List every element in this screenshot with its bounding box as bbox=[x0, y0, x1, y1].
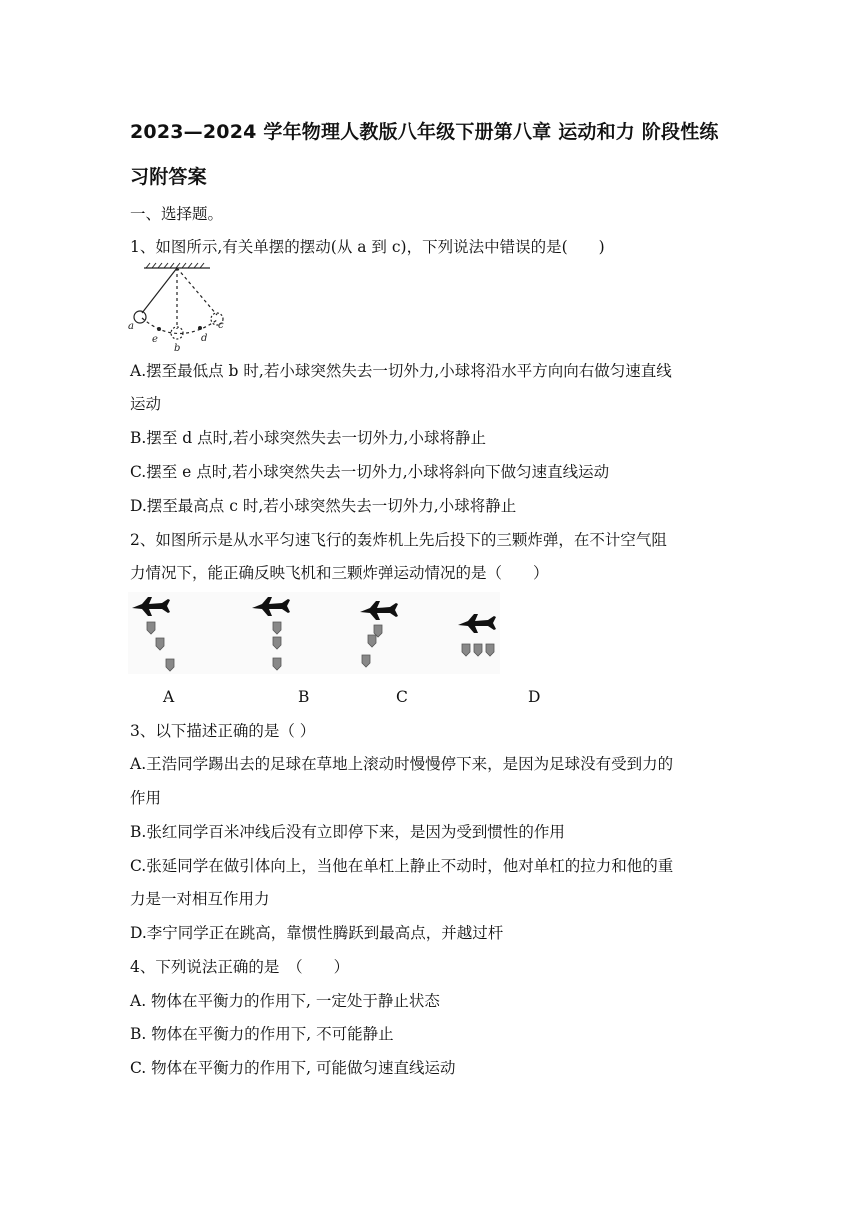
q2-choice-d-label: D bbox=[528, 688, 541, 706]
q4-stem: 4、下列说法正确的是 （ ） bbox=[130, 958, 350, 976]
q3-option-c-line2: 力是一对相互作用力 bbox=[130, 890, 270, 908]
q2-choice-a-label: A bbox=[163, 688, 175, 706]
q2-stem-line1: 2、如图所示是从水平匀速飞行的轰炸机上先后投下的三颗炸弹，在不计空气阻 bbox=[130, 531, 667, 549]
swing-arc bbox=[142, 318, 217, 334]
q3-option-c-line1: C.张延同学在做引体向上，当他在单杠上静止不动时，他对单杠的拉力和他的重 bbox=[130, 857, 674, 875]
pendulum-string-a bbox=[142, 268, 177, 313]
document-title-line2: 习附答案 bbox=[130, 166, 207, 188]
label-a: a bbox=[128, 321, 134, 332]
section-heading: 一、选择题。 bbox=[130, 205, 224, 223]
pendulum-string-c bbox=[177, 268, 217, 315]
label-d: d bbox=[201, 333, 208, 344]
label-b: b bbox=[174, 343, 181, 354]
ball-a bbox=[134, 311, 146, 323]
q3-option-b: B.张红同学百米冲线后没有立即停下来，是因为受到惯性的作用 bbox=[130, 823, 565, 841]
q1-option-c: C.摆至 e 点时,若小球突然失去一切外力,小球将斜向下做匀速直线运动 bbox=[130, 463, 610, 481]
q1-option-a-line2: 运动 bbox=[130, 395, 162, 413]
q3-stem: 3、以下描述正确的是（ ） bbox=[130, 722, 316, 740]
bomber-figure bbox=[128, 592, 500, 674]
figure-background bbox=[128, 592, 500, 674]
q1-option-b: B.摆至 d 点时,若小球突然失去一切外力,小球将静止 bbox=[130, 429, 486, 447]
label-c: c bbox=[218, 320, 224, 331]
q2-choice-c-label: C bbox=[396, 688, 408, 706]
ceiling-hatch bbox=[146, 263, 204, 268]
q1-stem: 1、如图所示,有关单摆的摆动(从 a 到 c)，下列说法中错误的是( ) bbox=[130, 238, 605, 256]
q2-choice-b-label: B bbox=[298, 688, 310, 706]
q3-option-a-line1: A.王浩同学踢出去的足球在草地上滚动时慢慢停下来，是因为足球没有受到力的 bbox=[130, 755, 674, 773]
q1-option-a-line1: A.摆至最低点 b 时,若小球突然失去一切外力,小球将沿水平方向向右做匀速直线 bbox=[130, 362, 672, 380]
q3-option-a-line2: 作用 bbox=[130, 789, 162, 807]
q4-option-b: B. 物体在平衡力的作用下, 不可能静止 bbox=[130, 1025, 394, 1043]
q4-option-c: C. 物体在平衡力的作用下, 可能做匀速直线运动 bbox=[130, 1059, 456, 1077]
q1-option-d: D.摆至最高点 c 时,若小球突然失去一切外力,小球将静止 bbox=[130, 497, 517, 515]
q3-option-d: D.李宁同学正在跳高，靠惯性腾跃到最高点，并越过杆 bbox=[130, 924, 504, 942]
label-e: e bbox=[152, 334, 158, 345]
q2-stem-line2: 力情况下，能正确反映飞机和三颗炸弹运动情况的是（ ） bbox=[130, 564, 549, 582]
document-title-line1: 2023—2024 学年物理人教版八年级下册第八章 运动和力 阶段性练 bbox=[130, 121, 719, 143]
q4-option-a: A. 物体在平衡力的作用下, 一定处于静止状态 bbox=[130, 992, 440, 1010]
point-d bbox=[198, 326, 202, 330]
pendulum-figure bbox=[126, 262, 238, 354]
point-e bbox=[157, 327, 161, 331]
